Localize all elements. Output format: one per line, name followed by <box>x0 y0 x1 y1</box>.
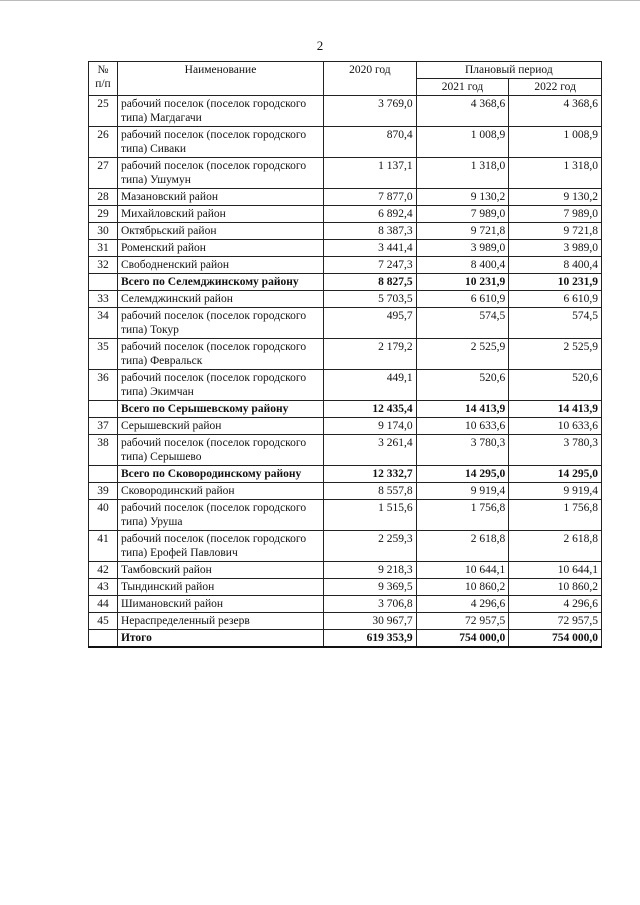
row-number: 34 <box>89 308 118 339</box>
row-name: рабочий поселок (поселок городского типа) Токур <box>117 308 323 339</box>
value-2022: 72 957,5 <box>509 613 602 630</box>
value-2022: 14 413,9 <box>509 401 602 418</box>
row-number: 39 <box>89 483 118 500</box>
total-row <box>89 630 602 648</box>
row-number: 27 <box>89 158 118 189</box>
table-row <box>89 579 602 596</box>
table-row <box>89 531 602 562</box>
value-2020: 449,1 <box>324 370 417 401</box>
value-2021: 6 610,9 <box>416 291 509 308</box>
value-2021: 9 130,2 <box>416 189 509 206</box>
row-number: 45 <box>89 613 118 630</box>
value-2022: 9 130,2 <box>509 189 602 206</box>
value-2022: 4 368,6 <box>509 96 602 127</box>
row-name: Всего по Сковородинскому району <box>117 466 323 483</box>
value-2021: 1 318,0 <box>416 158 509 189</box>
budget-table <box>88 61 602 648</box>
value-2021: 3 780,3 <box>416 435 509 466</box>
value-2020: 1 137,1 <box>324 158 417 189</box>
row-name: Тындинский район <box>117 579 323 596</box>
row-name: Шимановский район <box>117 596 323 613</box>
table-row <box>89 96 602 127</box>
value-2020: 8 827,5 <box>324 274 417 291</box>
row-number: 33 <box>89 291 118 308</box>
row-name: Серышевский район <box>117 418 323 435</box>
value-2020: 8 387,3 <box>324 223 417 240</box>
total-2020: 619 353,9 <box>324 630 417 648</box>
value-2022: 10 860,2 <box>509 579 602 596</box>
value-2020: 2 259,3 <box>324 531 417 562</box>
value-2020: 12 435,4 <box>324 401 417 418</box>
row-name: рабочий поселок (поселок городского типа) Февральск <box>117 339 323 370</box>
header-2021: 2021 год <box>416 79 509 96</box>
header-num: № п/п <box>89 62 118 96</box>
value-2022: 4 296,6 <box>509 596 602 613</box>
row-name: рабочий поселок (поселок городского типа) Экимчан <box>117 370 323 401</box>
table-row <box>89 206 602 223</box>
row-name: Свободненский район <box>117 257 323 274</box>
row-name: рабочий поселок (поселок городского типа) Уруша <box>117 500 323 531</box>
row-number: 28 <box>89 189 118 206</box>
table-row <box>89 339 602 370</box>
value-2021: 520,6 <box>416 370 509 401</box>
row-name: Нераспределенный резерв <box>117 613 323 630</box>
table-row <box>89 291 602 308</box>
row-number: 41 <box>89 531 118 562</box>
row-number: 26 <box>89 127 118 158</box>
value-2022: 10 231,9 <box>509 274 602 291</box>
value-2020: 12 332,7 <box>324 466 417 483</box>
row-number: 37 <box>89 418 118 435</box>
row-name: Роменский район <box>117 240 323 257</box>
row-number <box>89 401 118 418</box>
value-2021: 3 989,0 <box>416 240 509 257</box>
row-name: рабочий поселок (поселок городского типа) Ушумун <box>117 158 323 189</box>
value-2022: 2 525,9 <box>509 339 602 370</box>
value-2021: 2 525,9 <box>416 339 509 370</box>
row-number: 29 <box>89 206 118 223</box>
value-2021: 14 413,9 <box>416 401 509 418</box>
value-2020: 7 877,0 <box>324 189 417 206</box>
row-number <box>89 466 118 483</box>
row-number <box>89 274 118 291</box>
value-2022: 7 989,0 <box>509 206 602 223</box>
row-name: Михайловский район <box>117 206 323 223</box>
table-row <box>89 596 602 613</box>
subtotal-row <box>89 274 602 291</box>
value-2021: 8 400,4 <box>416 257 509 274</box>
scan-edge-line <box>0 0 640 1</box>
header-2020: 2020 год <box>324 62 417 96</box>
total-num <box>89 630 118 648</box>
value-2022: 3 780,3 <box>509 435 602 466</box>
value-2020: 2 179,2 <box>324 339 417 370</box>
row-name: рабочий поселок (поселок городского типа) Магдагачи <box>117 96 323 127</box>
value-2022: 10 644,1 <box>509 562 602 579</box>
table-row <box>89 189 602 206</box>
row-name: Сковородинский район <box>117 483 323 500</box>
value-2020: 3 441,4 <box>324 240 417 257</box>
value-2022: 6 610,9 <box>509 291 602 308</box>
table-row <box>89 418 602 435</box>
value-2020: 3 261,4 <box>324 435 417 466</box>
table-body <box>89 96 602 630</box>
table-row <box>89 370 602 401</box>
value-2022: 574,5 <box>509 308 602 339</box>
value-2020: 7 247,3 <box>324 257 417 274</box>
row-number: 38 <box>89 435 118 466</box>
value-2021: 14 295,0 <box>416 466 509 483</box>
value-2022: 14 295,0 <box>509 466 602 483</box>
value-2021: 2 618,8 <box>416 531 509 562</box>
table-row <box>89 257 602 274</box>
row-name: рабочий поселок (поселок городского типа) Сиваки <box>117 127 323 158</box>
row-number: 44 <box>89 596 118 613</box>
value-2021: 574,5 <box>416 308 509 339</box>
table-row <box>89 435 602 466</box>
row-number: 25 <box>89 96 118 127</box>
row-name: Тамбовский район <box>117 562 323 579</box>
value-2020: 3 769,0 <box>324 96 417 127</box>
table-row <box>89 158 602 189</box>
value-2022: 9 721,8 <box>509 223 602 240</box>
value-2020: 30 967,7 <box>324 613 417 630</box>
value-2020: 9 174,0 <box>324 418 417 435</box>
row-number: 31 <box>89 240 118 257</box>
value-2022: 10 633,6 <box>509 418 602 435</box>
row-number: 36 <box>89 370 118 401</box>
value-2022: 1 318,0 <box>509 158 602 189</box>
header-planning-period: Плановый период <box>416 62 601 79</box>
value-2022: 8 400,4 <box>509 257 602 274</box>
value-2021: 10 231,9 <box>416 274 509 291</box>
value-2021: 7 989,0 <box>416 206 509 223</box>
value-2022: 520,6 <box>509 370 602 401</box>
value-2021: 1 756,8 <box>416 500 509 531</box>
header-name: Наименование <box>117 62 323 96</box>
value-2021: 9 919,4 <box>416 483 509 500</box>
value-2021: 72 957,5 <box>416 613 509 630</box>
value-2021: 4 368,6 <box>416 96 509 127</box>
table-row <box>89 483 602 500</box>
value-2020: 870,4 <box>324 127 417 158</box>
subtotal-row <box>89 466 602 483</box>
value-2021: 10 644,1 <box>416 562 509 579</box>
row-name: Всего по Селемджинскому району <box>117 274 323 291</box>
table-row <box>89 223 602 240</box>
value-2021: 1 008,9 <box>416 127 509 158</box>
value-2021: 9 721,8 <box>416 223 509 240</box>
value-2021: 10 633,6 <box>416 418 509 435</box>
value-2022: 2 618,8 <box>509 531 602 562</box>
row-name: рабочий поселок (поселок городского типа) Ерофей Павлович <box>117 531 323 562</box>
value-2020: 8 557,8 <box>324 483 417 500</box>
value-2020: 1 515,6 <box>324 500 417 531</box>
value-2020: 5 703,5 <box>324 291 417 308</box>
page-number: 2 <box>316 38 324 53</box>
table-row <box>89 240 602 257</box>
subtotal-row <box>89 401 602 418</box>
table-row <box>89 127 602 158</box>
value-2022: 1 008,9 <box>509 127 602 158</box>
table-header <box>89 62 602 96</box>
table-row <box>89 562 602 579</box>
row-number: 43 <box>89 579 118 596</box>
value-2022: 1 756,8 <box>509 500 602 531</box>
row-name: Селемджинский район <box>117 291 323 308</box>
table-row <box>89 308 602 339</box>
row-number: 42 <box>89 562 118 579</box>
row-name: Октябрьский район <box>117 223 323 240</box>
table-row <box>89 613 602 630</box>
value-2021: 4 296,6 <box>416 596 509 613</box>
row-number: 30 <box>89 223 118 240</box>
total-2021: 754 000,0 <box>416 630 509 648</box>
table-row <box>89 500 602 531</box>
row-name: рабочий поселок (поселок городского типа) Серышево <box>117 435 323 466</box>
row-number: 35 <box>89 339 118 370</box>
header-2022: 2022 год <box>509 79 602 96</box>
value-2021: 10 860,2 <box>416 579 509 596</box>
row-number: 40 <box>89 500 118 531</box>
total-label: Итого <box>117 630 323 648</box>
row-name: Всего по Серышевскому району <box>117 401 323 418</box>
row-name: Мазановский район <box>117 189 323 206</box>
value-2020: 9 369,5 <box>324 579 417 596</box>
value-2022: 3 989,0 <box>509 240 602 257</box>
value-2020: 495,7 <box>324 308 417 339</box>
value-2020: 9 218,3 <box>324 562 417 579</box>
row-number: 32 <box>89 257 118 274</box>
total-2022: 754 000,0 <box>509 630 602 648</box>
value-2020: 3 706,8 <box>324 596 417 613</box>
value-2020: 6 892,4 <box>324 206 417 223</box>
value-2022: 9 919,4 <box>509 483 602 500</box>
